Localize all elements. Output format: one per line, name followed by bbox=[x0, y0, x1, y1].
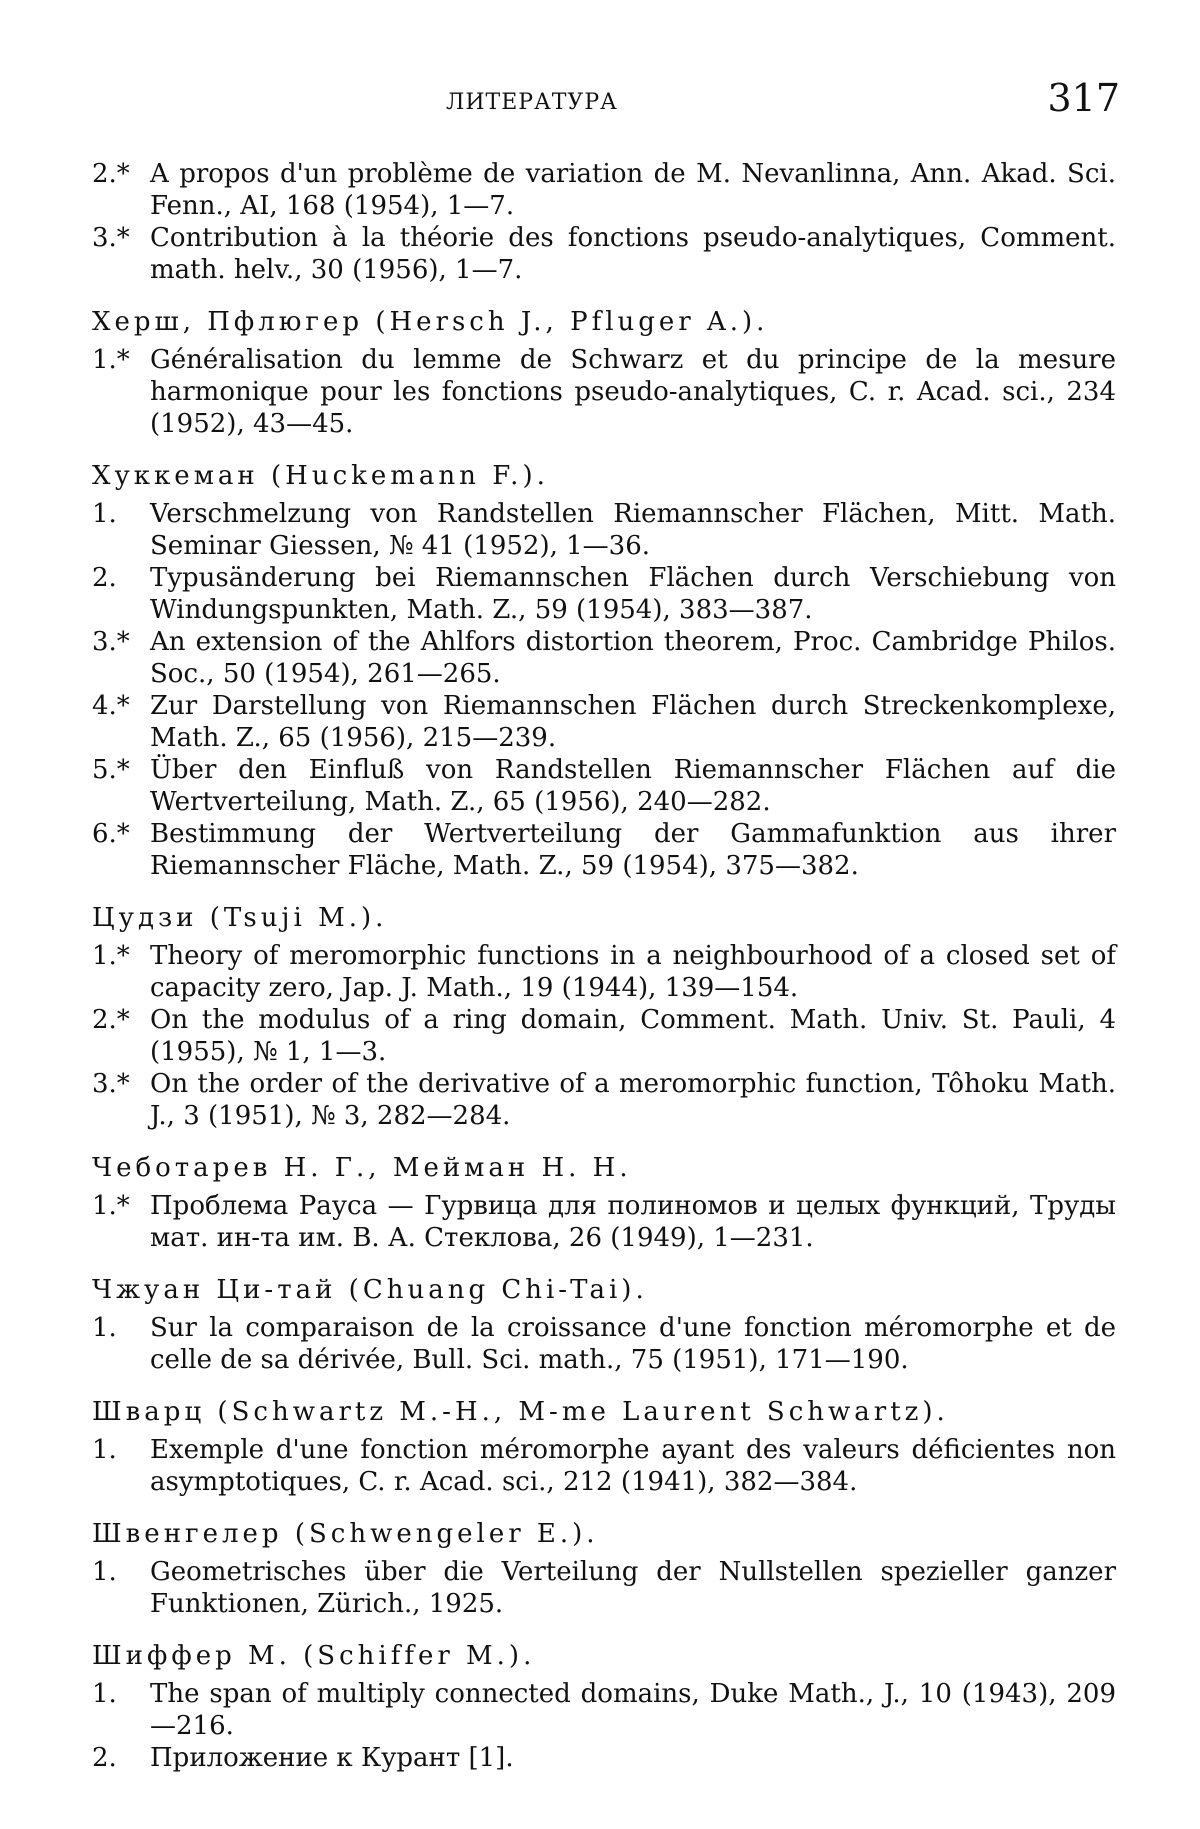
reference-text: Verschmelzung von Randstellen Riemannscher Flächen, Mitt. Math. Seminar Giessen, № 41 (1952), 1—36. bbox=[150, 499, 1116, 561]
reference-text: Sur la comparaison de la croissance d'une fonction méromorphe et de celle de sa dérivée, Bull. Sci. math., 75 (1951), 171—190. bbox=[150, 1313, 1116, 1375]
reference-entry bbox=[92, 1068, 1116, 1132]
reference-number: 1.* bbox=[92, 1190, 130, 1222]
reference-number: 4.* bbox=[92, 690, 130, 722]
reference-text: Bestimmung der Wertverteilung der Gammafunktion aus ihrer Riemannscher Fläche, Math. Z., 59 (1954), 375—382. bbox=[150, 819, 1116, 881]
reference-number: 1. bbox=[92, 498, 117, 530]
reference-number: 3.* bbox=[92, 1068, 130, 1100]
reference-number: 3.* bbox=[92, 222, 130, 254]
reference-number: 5.* bbox=[92, 754, 130, 786]
reference-number: 2.* bbox=[92, 158, 130, 190]
reference-entry bbox=[92, 1742, 1116, 1774]
reference-entry bbox=[92, 690, 1116, 754]
reference-number: 1. bbox=[92, 1434, 117, 1466]
reference-number: 1.* bbox=[92, 940, 130, 972]
reference-text: Über den Einfluß von Randstellen Riemannscher Flächen auf die Wertverteilung, Math. Z., 65 (1956), 240—282. bbox=[150, 755, 1116, 817]
author-heading: Чжуан Ци-тай (Chuang Chi-Tai). bbox=[92, 1274, 1116, 1306]
reference-entry bbox=[92, 1004, 1116, 1068]
reference-text: An extension of the Ahlfors distortion theorem, Proc. Cambridge Philos. Soc., 50 (1954), 261—265. bbox=[150, 627, 1116, 689]
reference-text: A propos d'un problème de variation de M. Nevanlinna, Ann. Akad. Sci. Fenn., AI, 168 (1954), 1—7. bbox=[150, 159, 1116, 221]
reference-text: On the modulus of a ring domain, Comment. Math. Univ. St. Pauli, 4 (1955), № 1, 1—3. bbox=[150, 1005, 1116, 1067]
reference-text: The span of multiply connected domains, Duke Math., J., 10 (1943), 209—216. bbox=[150, 1679, 1116, 1741]
page-number: 317 bbox=[1047, 76, 1120, 120]
reference-entry bbox=[92, 1556, 1116, 1620]
reference-number: 2. bbox=[92, 562, 117, 594]
reference-text: On the order of the derivative of a meromorphic function, Tôhoku Math. J., 3 (1951), № 3, 282—284. bbox=[150, 1069, 1116, 1131]
author-heading: Хуккеман (Huckemann F.). bbox=[92, 460, 1116, 492]
reference-entry bbox=[92, 754, 1116, 818]
reference-entry bbox=[92, 344, 1116, 440]
reference-entry bbox=[92, 222, 1116, 286]
author-heading: Херш, Пфлюгер (Hersch J., Pfluger A.). bbox=[92, 306, 1116, 338]
reference-text: Приложение к Курант [1]. bbox=[150, 1743, 514, 1773]
reference-text: Exemple d'une fonction méromorphe ayant des valeurs déficientes non asymptotiques, C. r. Acad. sci., 212 (1941), 382—384. bbox=[150, 1435, 1116, 1497]
author-heading: Шиффер М. (Schiffer M.). bbox=[92, 1640, 1116, 1672]
author-heading: Чеботарев Н. Г., Мейман Н. Н. bbox=[92, 1152, 1116, 1184]
reference-entry bbox=[92, 940, 1116, 1004]
reference-entry bbox=[92, 498, 1116, 562]
page-header bbox=[0, 72, 1200, 132]
reference-text: Theory of meromorphic functions in a neighbourhood of a closed set of capacity zero, Jap. J. Math., 19 (1944), 139—154. bbox=[150, 941, 1116, 1003]
reference-text: Проблема Рауса — Гурвица для полиномов и целых функций, Труды мат. ин-та им. В. А. Стеклова, 26 (1949), 1—231. bbox=[150, 1191, 1116, 1253]
bibliography-list bbox=[92, 158, 1116, 1774]
reference-text: Typusänderung bei Riemannschen Flächen durch Verschiebung von Windungspunkten, Math. Z., 59 (1954), 383—387. bbox=[150, 563, 1116, 625]
reference-entry bbox=[92, 562, 1116, 626]
running-title: ЛИТЕРАТУРА bbox=[446, 90, 618, 115]
reference-number: 3.* bbox=[92, 626, 130, 658]
reference-entry bbox=[92, 818, 1116, 882]
reference-text: Généralisation du lemme de Schwarz et du principe de la mesure harmonique pour les fonctions pseudo-analytiques, C. r. Acad. sci., 234 (1952), 43—45. bbox=[150, 345, 1116, 439]
reference-text: Zur Darstellung von Riemannschen Flächen durch Streckenkomplexe, Math. Z., 65 (1956), 215—239. bbox=[150, 691, 1116, 753]
reference-entry bbox=[92, 626, 1116, 690]
author-heading: Цудзи (Tsuji M.). bbox=[92, 902, 1116, 934]
page bbox=[0, 0, 1200, 1829]
author-heading: Шварц (Schwartz M.-H., M-me Laurent Schwartz). bbox=[92, 1396, 1116, 1428]
reference-number: 1. bbox=[92, 1556, 117, 1588]
reference-entry bbox=[92, 1190, 1116, 1254]
author-heading: Швенгелер (Schwengeler E.). bbox=[92, 1518, 1116, 1550]
reference-number: 1. bbox=[92, 1312, 117, 1344]
reference-number: 2.* bbox=[92, 1004, 130, 1036]
reference-number: 1.* bbox=[92, 344, 130, 376]
reference-entry bbox=[92, 1434, 1116, 1498]
reference-number: 1. bbox=[92, 1678, 117, 1710]
reference-text: Contribution à la théorie des fonctions pseudo-analytiques, Comment. math. helv., 30 (1956), 1—7. bbox=[150, 223, 1116, 285]
reference-entry bbox=[92, 158, 1116, 222]
reference-number: 6.* bbox=[92, 818, 130, 850]
reference-entry bbox=[92, 1312, 1116, 1376]
reference-text: Geometrisches über die Verteilung der Nullstellen spezieller ganzer Funktionen, Zürich., 1925. bbox=[150, 1557, 1116, 1619]
reference-entry bbox=[92, 1678, 1116, 1742]
reference-number: 2. bbox=[92, 1742, 117, 1774]
